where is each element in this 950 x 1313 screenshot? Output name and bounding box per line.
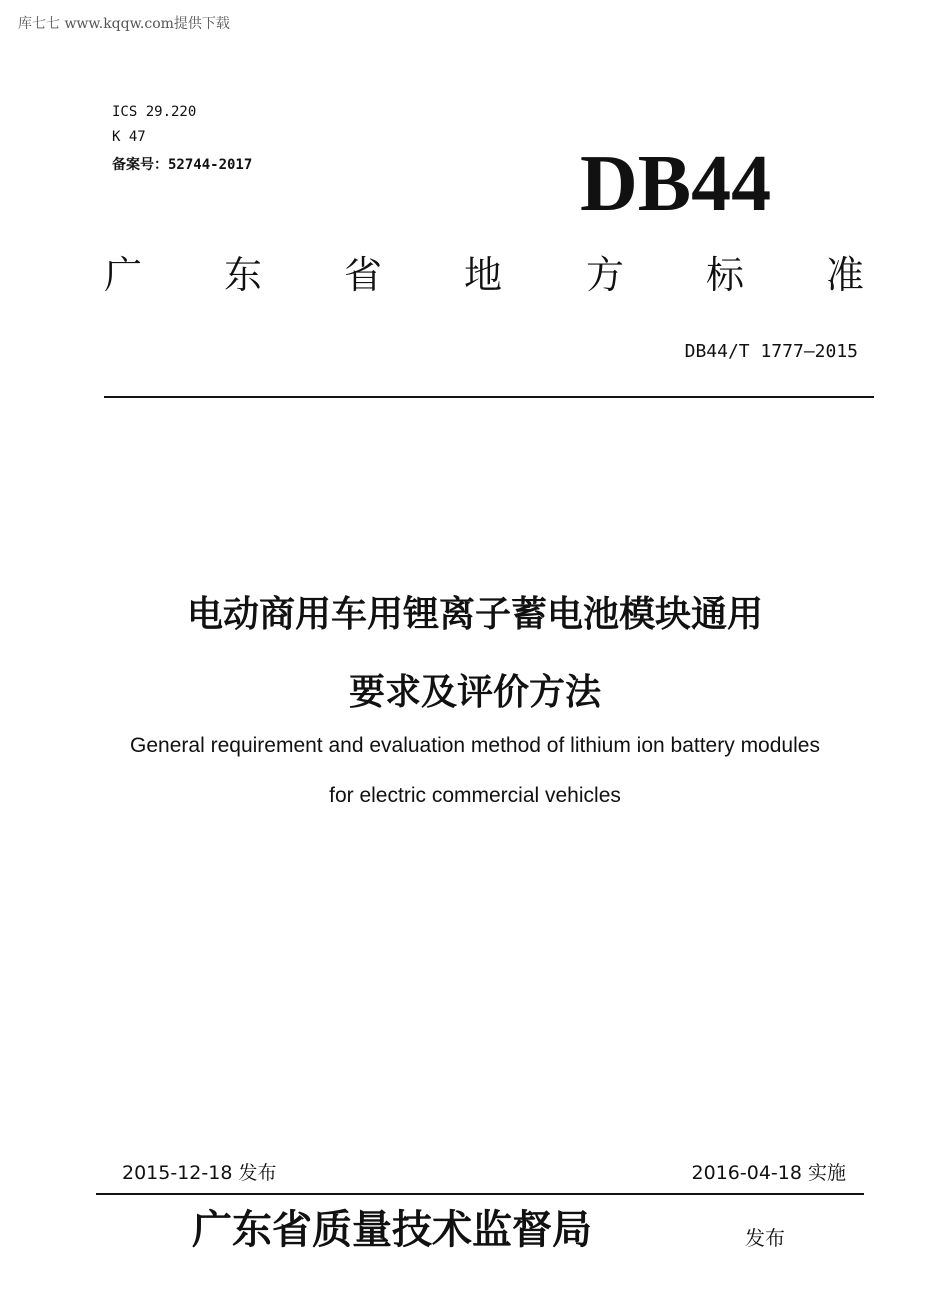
- standard-type-char: 地: [464, 253, 503, 297]
- title-chinese-line-2: 要求及评价方法: [348, 672, 601, 713]
- issuing-authority: 广东省质量技术监督局: [192, 1206, 592, 1253]
- standard-type-char: 东: [224, 253, 263, 297]
- standard-code-logo: DB44: [580, 140, 772, 228]
- implementation-date: 2016-04-18 实施: [691, 1162, 846, 1184]
- standard-type-char: 方: [586, 253, 625, 297]
- top-divider: [104, 396, 874, 398]
- standard-type-char: 标: [706, 253, 745, 297]
- title-english-line-2: for electric commercial vehicles: [329, 784, 621, 807]
- standard-number: DB44/T 1777—2015: [684, 341, 858, 362]
- filing-number: 备案号：52744-2017: [112, 157, 253, 173]
- standard-type-char: 广: [104, 253, 143, 297]
- ccs-code: K 47: [112, 129, 146, 145]
- standard-type-char: 省: [344, 253, 383, 297]
- standard-type-char: 准: [826, 253, 865, 297]
- title-english-line-1: General requirement and evaluation method of lithium ion battery modules: [130, 734, 820, 757]
- issue-date: 2015-12-18 发布: [122, 1162, 277, 1184]
- ics-code: ICS 29.220: [112, 104, 197, 120]
- issuing-authority-suffix: 发布: [745, 1226, 785, 1250]
- watermark-text: 库七七 www.kqqw.com提供下载: [18, 16, 230, 32]
- title-chinese-line-1: 电动商用车用锂离子蓄电池模块通用: [186, 594, 763, 635]
- bottom-divider: [96, 1193, 864, 1195]
